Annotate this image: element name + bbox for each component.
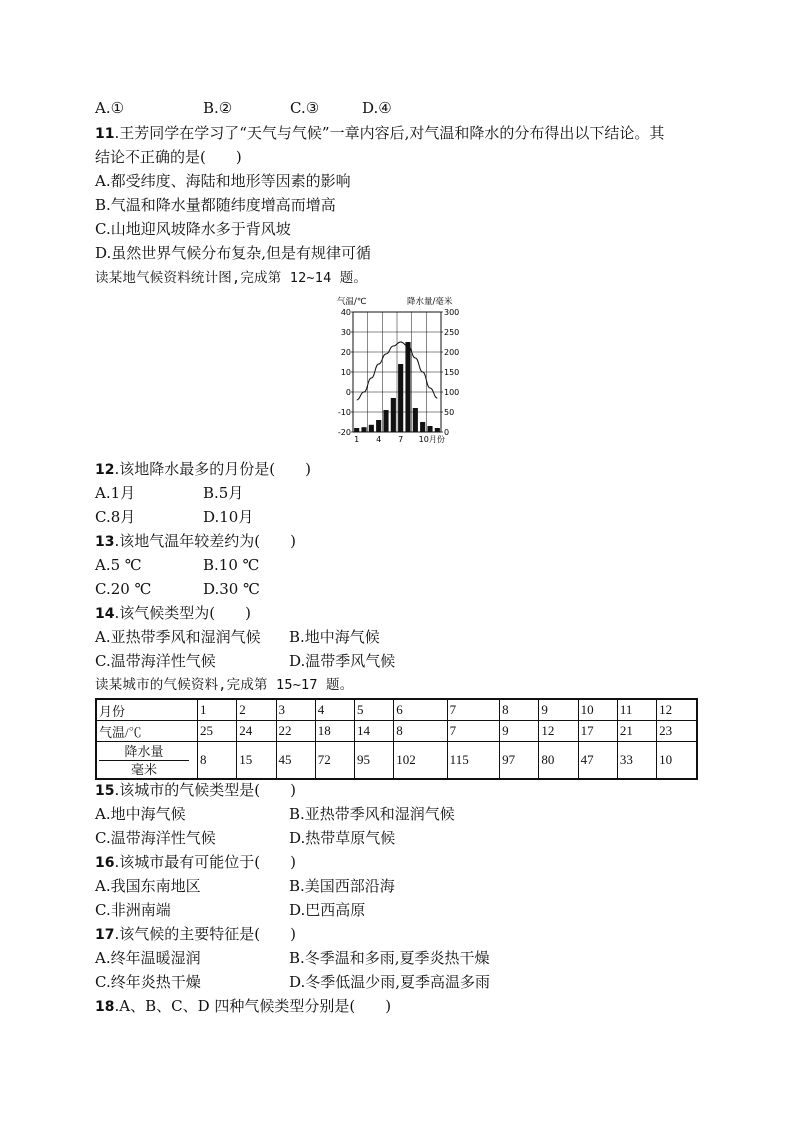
q11-option-a: A.都受纬度、海陆和地形等因素的影响: [95, 172, 351, 190]
table-cell: 12: [539, 721, 578, 742]
chart-precip-bar: [413, 408, 418, 432]
chart-left-tick-label: 10: [340, 368, 351, 377]
table-cell: 7: [447, 721, 499, 742]
climate-chart: [325, 294, 465, 450]
table-cell: 80: [539, 742, 578, 780]
table-cell: 15: [237, 742, 276, 780]
chart-precip-bar: [383, 410, 388, 432]
q13-stem: [95, 531, 296, 552]
q15-option-d: D.热带草原气候: [289, 829, 396, 847]
q11-option-d: D.虽然世界气候分布复杂,但是有规律可循: [95, 244, 372, 262]
table-cell: 22: [276, 721, 315, 742]
q16-option-b: B.美国西部沿海: [289, 877, 395, 895]
chart-left-tick-label: 20: [340, 348, 351, 357]
table-cell: 24: [237, 721, 276, 742]
chart-left-tick-label: 0: [345, 388, 351, 397]
table-cell: 25: [198, 721, 237, 742]
table-header-month: 月份: [96, 699, 198, 721]
q15-stem: [95, 780, 296, 801]
chart-left-tick-label: 40: [340, 308, 351, 317]
q18-text: .A、B、C、D 四种气候类型分别是( ): [114, 997, 392, 1015]
chart-x-tick-label: 4: [376, 435, 382, 444]
table-cell: 21: [617, 721, 656, 742]
q16-text: .该城市最有可能位于( ): [114, 853, 296, 871]
q13-option-c: C.20 ℃: [95, 580, 152, 598]
prev-option-d: D.④: [362, 99, 392, 117]
table-cell: 9: [539, 699, 578, 721]
q11-stem-line2: 结论不正确的是( ): [95, 148, 242, 166]
chart-right-tick-label: 50: [444, 408, 455, 417]
q13-option-d: D.30 ℃: [203, 580, 260, 598]
q11-text-line1: .王芳同学在学习了“天气与气候”一章内容后,对气温和降水的分布得出以下结论。其: [114, 124, 665, 142]
q12-option-b: B.5月: [203, 484, 244, 502]
chart-precip-bar: [391, 398, 396, 432]
chart-precip-bar: [369, 425, 374, 432]
q11-option-c: C.山地迎风坡降水多于背风坡: [95, 220, 291, 238]
chart-right-tick-label: 100: [444, 388, 460, 397]
table-header-precip-num: 降水量: [99, 743, 189, 761]
chart-x-tick-label: 10月份: [418, 435, 445, 444]
table-cell: 3: [276, 699, 315, 721]
q15-option-a: A.地中海气候: [95, 805, 186, 823]
chart-precip-bar: [420, 422, 425, 432]
q17-stem: [95, 924, 296, 945]
q12-option-c: C.8月: [95, 508, 136, 526]
table-cell: 10: [578, 699, 617, 721]
table-cell: 102: [394, 742, 447, 780]
q17-option-c: C.终年炎热干燥: [95, 973, 201, 991]
q17-number: 17: [95, 927, 115, 943]
chart-grid: [351, 312, 443, 432]
q12-number: 12: [95, 462, 115, 478]
table-cell: 23: [657, 721, 697, 742]
q16-number: 16: [95, 855, 115, 871]
table-cell: 115: [447, 742, 499, 780]
chart-x-tick-label: 7: [398, 435, 404, 444]
q16-option-a: A.我国东南地区: [95, 877, 201, 895]
table-cell: 4: [315, 699, 354, 721]
q15-option-b: B.亚热带季风和湿润气候: [289, 805, 455, 823]
table-cell: 18: [315, 721, 354, 742]
table-cell: 6: [394, 699, 447, 721]
table-cell: 11: [617, 699, 656, 721]
table-cell: 1: [198, 699, 237, 721]
prev-option-b: B.②: [203, 99, 233, 117]
chart-right-axis-label: 降水量/毫米: [407, 297, 453, 307]
q17-option-b: B.冬季温和多雨,夏季炎热干燥: [289, 949, 490, 967]
table-row-temperature: [96, 721, 697, 742]
chart-precip-bar: [427, 426, 432, 432]
chart-right-tick-label: 250: [444, 328, 460, 337]
table-header-precip-den: 毫米: [130, 761, 157, 777]
q13-text: .该地气温年较差约为( ): [114, 532, 296, 550]
q13-number: 13: [95, 534, 115, 550]
prev-option-a: A.①: [95, 99, 125, 117]
table-cell: 95: [355, 742, 394, 780]
chart-left-tick-label: 30: [340, 328, 351, 337]
q11-stem-line1: [95, 123, 664, 144]
q12-stem: [95, 459, 311, 480]
table-cell: 45: [276, 742, 315, 780]
intro-q15-17: 读某城市的气候资料,完成第 15~17 题。: [95, 677, 354, 693]
q15-option-c: C.温带海洋性气候: [95, 829, 216, 847]
table-cell: 8: [198, 742, 237, 780]
climate-data-table: [95, 698, 698, 780]
q16-option-c: C.非洲南端: [95, 901, 171, 919]
table-cell: 17: [578, 721, 617, 742]
chart-right-tick-label: 200: [444, 348, 460, 357]
table-cell: 2: [237, 699, 276, 721]
q12-option-d: D.10月: [203, 508, 254, 526]
q11-number: 11: [95, 126, 115, 142]
q14-option-b: B.地中海气候: [289, 628, 380, 646]
q16-option-d: D.巴西高原: [289, 901, 366, 919]
q18-stem: [95, 996, 391, 1017]
chart-right-tick-label: 0: [444, 428, 450, 437]
q14-text: .该气候类型为( ): [114, 604, 251, 622]
q15-number: 15: [95, 783, 115, 799]
q17-text: .该气候的主要特征是( ): [114, 925, 296, 943]
chart-right-tick-label: 300: [444, 308, 460, 317]
table-cell: 33: [617, 742, 656, 780]
table-cell: 8: [500, 699, 539, 721]
chart-precip-bar: [398, 364, 403, 432]
chart-left-axis-label: 气温/℃: [337, 297, 367, 307]
q12-text: .该地降水最多的月份是( ): [114, 460, 311, 478]
chart-precip-bar: [376, 420, 381, 432]
q14-option-d: D.温带季风气候: [289, 652, 396, 670]
chart-precip-bar: [354, 428, 359, 432]
q12-option-a: A.1月: [95, 484, 136, 502]
table-cell: 8: [394, 721, 447, 742]
intro-q12-14: 读某地气候资料统计图,完成第 12~14 题。: [95, 270, 368, 286]
table-cell: 7: [447, 699, 499, 721]
q16-stem: [95, 852, 296, 873]
table-cell: 5: [355, 699, 394, 721]
q13-option-b: B.10 ℃: [203, 556, 260, 574]
table-cell: 9: [500, 721, 539, 742]
table-header-temperature: 气温/℃: [96, 721, 198, 742]
chart-left-tick-label: -10: [337, 408, 351, 417]
chart-precip-bar: [435, 428, 440, 432]
q14-number: 14: [95, 606, 115, 622]
table-cell: 10: [657, 742, 697, 780]
chart-left-ticks: [338, 308, 351, 437]
chart-x-ticks: [354, 434, 445, 444]
table-row-precipitation: [96, 742, 697, 780]
table-header-precipitation: [96, 742, 198, 780]
table-row-months: [96, 699, 697, 721]
table-cell: 47: [578, 742, 617, 780]
table-cell: 14: [355, 721, 394, 742]
chart-left-tick-label: -20: [337, 428, 351, 437]
q14-option-a: A.亚热带季风和湿润气候: [95, 628, 261, 646]
q17-option-a: A.终年温暖湿润: [95, 949, 201, 967]
q18-number: 18: [95, 999, 115, 1015]
chart-right-tick-label: 150: [444, 368, 460, 377]
chart-x-tick-label: 1: [354, 435, 360, 444]
chart-precip-bar: [405, 342, 410, 432]
q11-option-b: B.气温和降水量都随纬度增高而增高: [95, 196, 336, 214]
table-cell: 72: [315, 742, 354, 780]
q15-text: .该城市的气候类型是( ): [114, 781, 296, 799]
q14-stem: [95, 603, 251, 624]
q17-option-d: D.冬季低温少雨,夏季高温多雨: [289, 973, 491, 991]
chart-right-ticks: [444, 308, 459, 437]
q13-option-a: A.5 ℃: [95, 556, 142, 574]
q14-option-c: C.温带海洋性气候: [95, 652, 216, 670]
table-cell: 97: [500, 742, 539, 780]
chart-precip-bar: [361, 427, 366, 432]
table-cell: 12: [657, 699, 697, 721]
prev-option-c: C.③: [290, 99, 320, 117]
